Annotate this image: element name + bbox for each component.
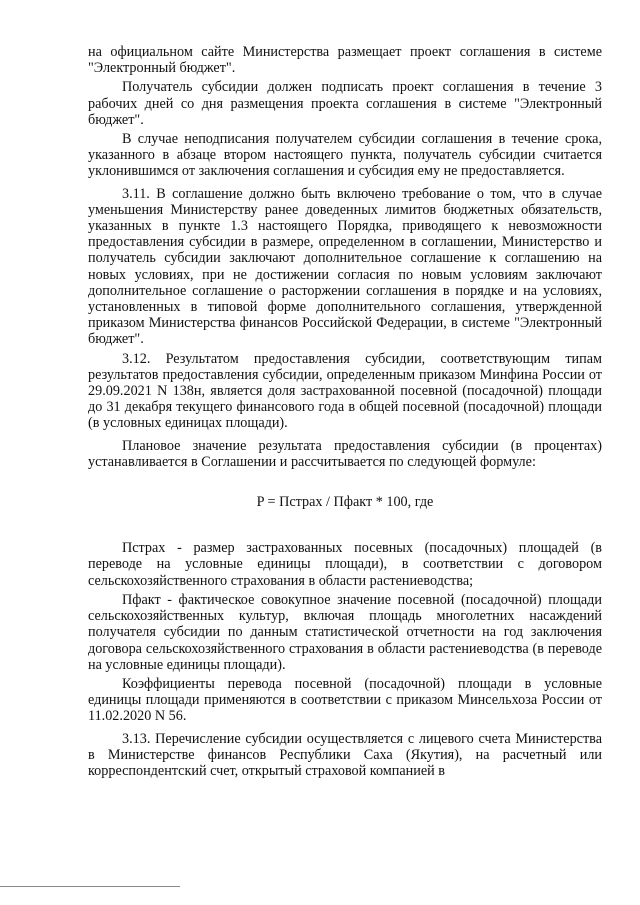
paragraph-planned-value: Плановое значение результата предоставления субсидии (в процентах) устанавливается в Соглашении и рассчитывается по следующей формуле:: [88, 437, 602, 470]
paragraph-3-11: 3.11. В соглашение должно быть включено требование о том, что в случае уменьшения Министерству ранее доведенных лимитов бюджетных обязательств, указанных в пункте 1.3 настоящего Порядка, приводящего к невозможности предоставления субсидии в размере, определенном в соглашении, Министерство и получатель субсидии заключают дополнительное соглашение к соглашению на новых условиях, при не достижении согласия по новым условиям заключают дополнительное соглашение о расторжении соглашения в порядке и на условиях, установленных в типовой форме дополнительного соглашения, утвержденной приказом Министерства финансов Российской Федерации, в системе "Электронный бюджет".: [88, 185, 602, 348]
paragraph-non-signing: В случае неподписания получателем субсидии соглашения в течение срока, указанного в абзаце втором настоящего пункта, получатель субсидии считается уклонившимся от заключения соглашения и субсидия ему не предоставляется.: [88, 131, 602, 180]
footer-rule: [0, 886, 180, 887]
paragraph-3-12: 3.12. Результатом предоставления субсидии, соответствующим типам результатов предоставления субсидии, определенным приказом Минфина России от 29.09.2021 N 138н, является доля застрахованной посевной (посадочной) площади до 31 декабря текущего финансового года в общей посевной (посадочной) площади (в условных единицах площади).: [88, 350, 602, 432]
paragraph-coefficients: Коэффициенты перевода посевной (посадочной) площади в условные единицы площади применяются в соответствии с приказом Минсельхоза России от 11.02.2020 N 56.: [88, 675, 602, 725]
paragraph-3-13: 3.13. Перечисление субсидии осуществляется с лицевого счета Министерства в Министерстве финансов Республики Саха (Якутия), на расчетный или корреспондентский счет, открытый страховой компанией в: [88, 730, 602, 779]
paragraph-signing-deadline: Получатель субсидии должен подписать проект соглашения в течение 3 рабочих дней со дня размещения проекта соглашения в системе "Электронный бюджет".: [88, 79, 602, 128]
paragraph-continuation: на официальном сайте Министерства размещает проект соглашения в системе "Электронный бюджет".: [88, 44, 602, 77]
formula: P = Пстрах / Пфакт * 100, где: [256, 494, 434, 511]
paragraph-pstrah-definition: Пстрах - размер застрахованных посевных (посадочных) площадей (в переводе на условные единицы площади), в соответствии с договором сельскохозяйственного страхования в области растениеводства;: [88, 540, 602, 589]
paragraph-pfakt-definition: Пфакт - фактическое совокупное значение посевной (посадочной) площади сельскохозяйственных культур, включая площадь многолетних насаждений получателя субсидии по данным статистической отчетности на год заключения договора сельскохозяйственного страхования в области растениеводства (в переводе на условные единицы площади).: [88, 591, 602, 673]
